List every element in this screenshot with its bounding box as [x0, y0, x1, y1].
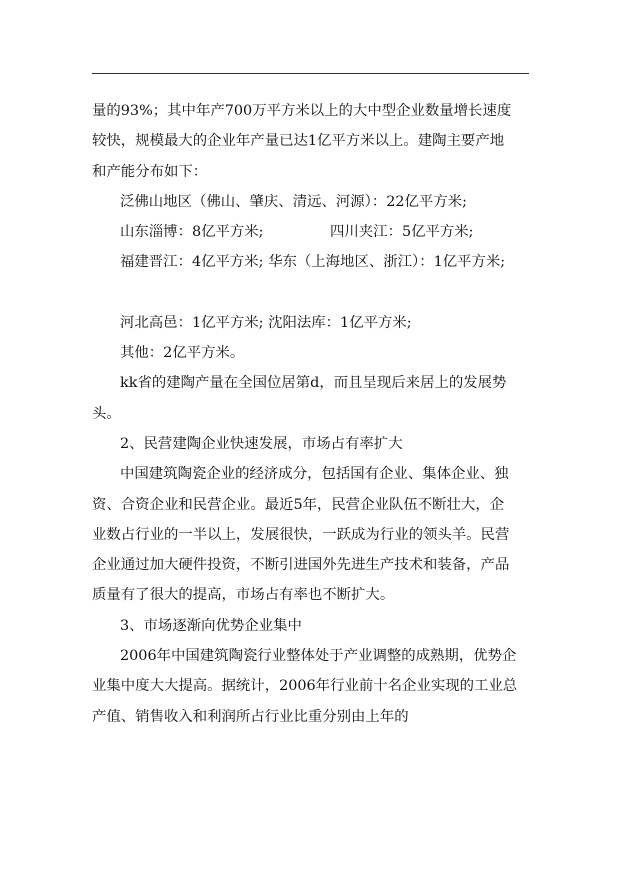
text-line: 企业通过加大硬件投资，不断引进国外先进生产技术和装备，产品 [92, 557, 510, 574]
text-line: 2006年中国建筑陶瓷行业整体处于产业调整的成熟期，优势企 [120, 648, 517, 665]
heading-section-2: 2、民营建陶企业快速发展，市场占有率扩大 [120, 435, 403, 452]
paragraph-production-summary [92, 96, 529, 187]
text-line: 业数占行业的一半以上，发展很快，一跃成为行业的领头羊。民营 [92, 526, 510, 543]
header-rule [92, 73, 529, 74]
blank-line [92, 278, 529, 308]
text-line: kk省的建陶产量在全国位居第d，而且呈现后来居上的发展势 [120, 375, 507, 392]
region-row-gaoyi-faku [92, 308, 529, 338]
region-foshan-text: 泛佛山地区（佛山、肇庆、清远、河源）：22亿平方米; [120, 193, 467, 210]
text-line: 中国建筑陶瓷企业的经济成分，包括国有企业、集体企业、独 [120, 466, 509, 483]
region-jinjiang-huadong-text: 福建晋江：4亿平方米; 华东（上海地区、浙江）：1亿平方米; [120, 254, 506, 271]
text-line: 头。 [92, 405, 121, 422]
region-zibo-text: 山东淄博：8亿平方米; [120, 224, 264, 241]
region-other [92, 338, 529, 368]
document-body [92, 96, 529, 732]
text-line: 和产能分布如下： [92, 163, 208, 180]
region-other-text: 其他：2亿平方米。 [120, 345, 245, 362]
text-line: 业集中度大大提高。据统计，2006年行业前十名企业实现的工业总 [92, 678, 518, 695]
paragraph-kk-province [92, 368, 529, 429]
text-line: 质量有了很大的提高，市场占有率也不断扩大。 [92, 587, 395, 604]
text-line: 较快，规模最大的企业年产量已达1亿平方米以上。建陶主要产地 [92, 133, 505, 150]
region-foshan [92, 187, 529, 217]
heading-section-3: 3、市场逐渐向优势企业集中 [120, 617, 302, 634]
paragraph-private-enterprises [92, 459, 529, 610]
paragraph-market-concentration [92, 641, 529, 732]
region-row-jinjiang-huadong [92, 247, 529, 277]
region-jiajiang-text: 四川夹江：5亿平方米; [330, 224, 474, 241]
text-line: 量的93%；其中年产700万平方米以上的大中型企业数量增长速度 [92, 103, 512, 119]
region-row-zibo-jiajiang [92, 217, 529, 247]
text-line: 产值、销售收入和利润所占行业比重分别由上年的 [92, 708, 409, 725]
text-line: 资、合资企业和民营企业。最近5年，民营企业队伍不断壮大，企 [92, 496, 505, 513]
region-gaoyi-faku-text: 河北高邑：1亿平方米; 沈阳法库：1亿平方米; [120, 314, 412, 331]
